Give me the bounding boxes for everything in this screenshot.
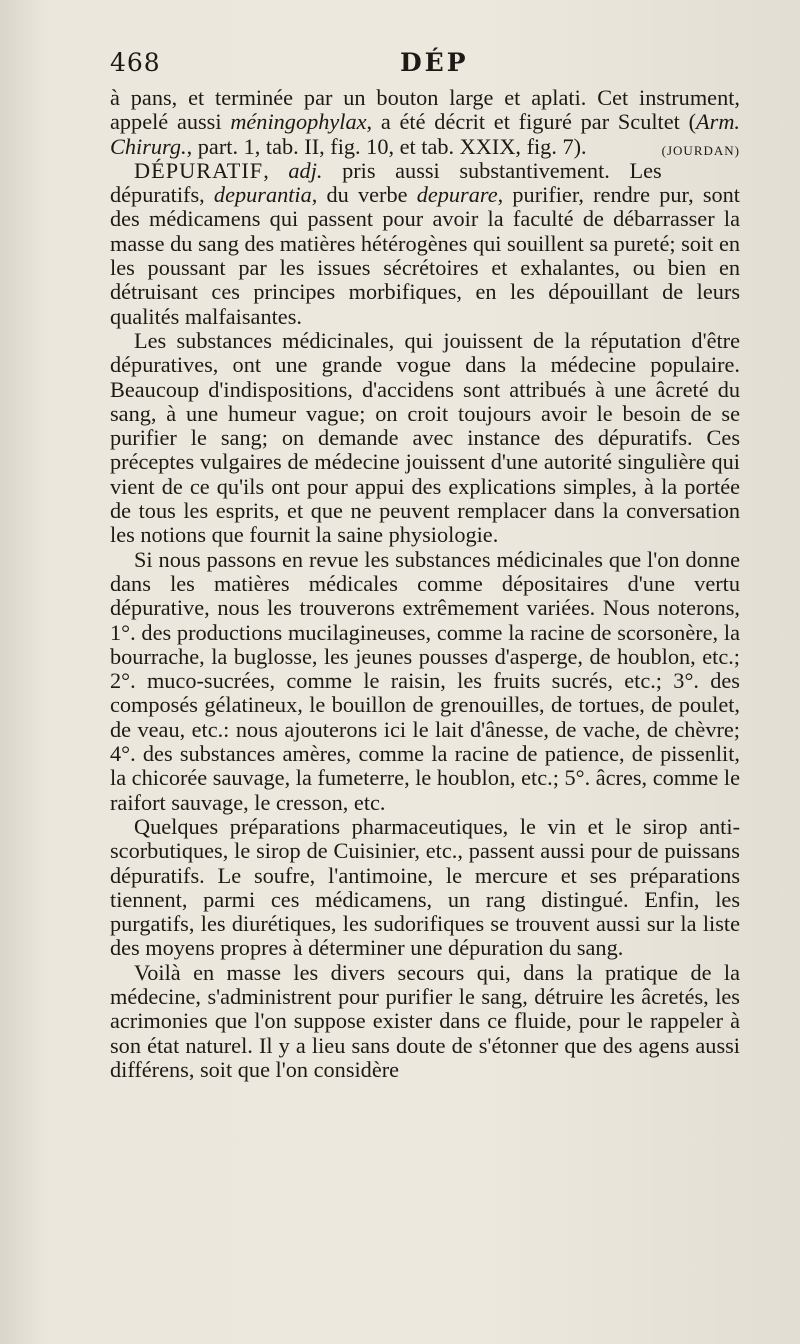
paragraph xyxy=(110,548,740,815)
italic-term: adj. xyxy=(288,157,323,183)
running-head: DÉP xyxy=(400,48,469,77)
text-run: à pans, et terminée par un bouton large et aplati. Cet instrument, appelé aussi xyxy=(110,85,740,135)
italic-term: méningophylax xyxy=(230,109,367,135)
text-run: , a été décrit et figuré par Scultet ( xyxy=(366,109,697,135)
headword: DÉPURATIF xyxy=(134,157,264,183)
text-run: Les substances médicinales, qui jouissent de la réputation d'être dépuratives, ont une grande vogue dans la médecine populaire. Beaucoup d'indispositions, d'accidens sont attribués à une âcreté du sang, à une humeur vague; on croit toujours avoir le besoin de se purifier le sang; on demande avec instance des dépuratifs. Ces préceptes vulgaires de médecine jouissent d'une autorité singulière qui vient de ce qu'ils ont pour appui des explications simples, à la portée de tous les esprits, et que ne peuvent remplacer dans la conversation les notions que fournit la saine physiologie. xyxy=(110,327,740,548)
body-text xyxy=(110,86,740,1082)
text-run: Quelques préparations pharmaceutiques, le vin et le sirop anti-scorbutiques, le sirop de Cuisinier, etc., passent aussi pour de puissans dépuratifs. Le soufre, l'antimoine, le mercure et ses préparations tiennent, parmi ces médicamens, un rang distingué. Enfin, les purgatifs, les diurétiques, les sudorifiques se trouvent aussi sur la liste des moyens propres à déterminer une dépuration du sang. xyxy=(110,813,740,961)
text-run: Voilà en masse les divers secours qui, dans la pratique de la médecine, s'administrent pour purifier le sang, détruire les âcretés, les acrimonies que l'on suppose exister dans ce fluide, pour le rappeler à son état naturel. Il y a lieu sans doute de s'étonner que des agens aussi différens, soit que l'on considère xyxy=(110,959,740,1082)
author-signature: (JOURDAN) xyxy=(661,142,740,158)
italic-term: depurare xyxy=(416,182,498,208)
paragraph xyxy=(110,86,740,159)
text-run: , part. 1, tab. II, fig. 10, et tab. XXIX, fig. 7). xyxy=(186,133,587,159)
text-run: Si nous passons en revue les substances médicinales que l'on donne dans les matières médicales comme dépositaires d'une vertu dépurative, nous les trouverons extrêmement variées. Nous noterons, 1°. des productions mucilagineuses, comme la racine de scorsonère, la bourrache, la buglosse, les jeunes pousses d'asperge, de houblon, etc.; 2°. muco-sucrées, comme le raisin, les fruits sucrés, etc.; 3°. des composés gélatineux, le bouillon de grenouilles, de tortues, de poulet, de veau, etc.: nous ajouterons ici le lait d'ânesse, de vache, de chèvre; 4°. des substances amères, comme la racine de patience, de pissenlit, la chicorée sauvage, la fumeterre, le houblon, etc.; 5°. âcres, comme le raifort sauvage, le cresson, etc. xyxy=(110,546,740,815)
text-run: , purifier, rendre pur, sont des médicamens qui passent pour avoir la faculté de débarrasser la masse du sang des matières hétérogènes qui souillent sa pureté; soit en les poussant par les issues sécrétoires et exhalantes, ou bien en détruisant ces principes morbifiques, en les dépouillant de leurs qualités malfaisantes. xyxy=(110,182,740,329)
paragraph xyxy=(110,159,740,329)
text-run: , du verbe xyxy=(311,182,417,208)
italic-term: Arm. Chirurg. xyxy=(110,109,740,159)
paragraph xyxy=(110,961,740,1082)
text-run: pris aussi substantivement. Les dépuratifs, xyxy=(110,157,662,208)
paragraph xyxy=(110,329,740,548)
page-number: 468 xyxy=(110,48,161,77)
text-run: , xyxy=(263,157,289,183)
page-header xyxy=(110,48,740,82)
paragraph xyxy=(110,815,740,961)
italic-term: depurantia xyxy=(213,182,312,208)
